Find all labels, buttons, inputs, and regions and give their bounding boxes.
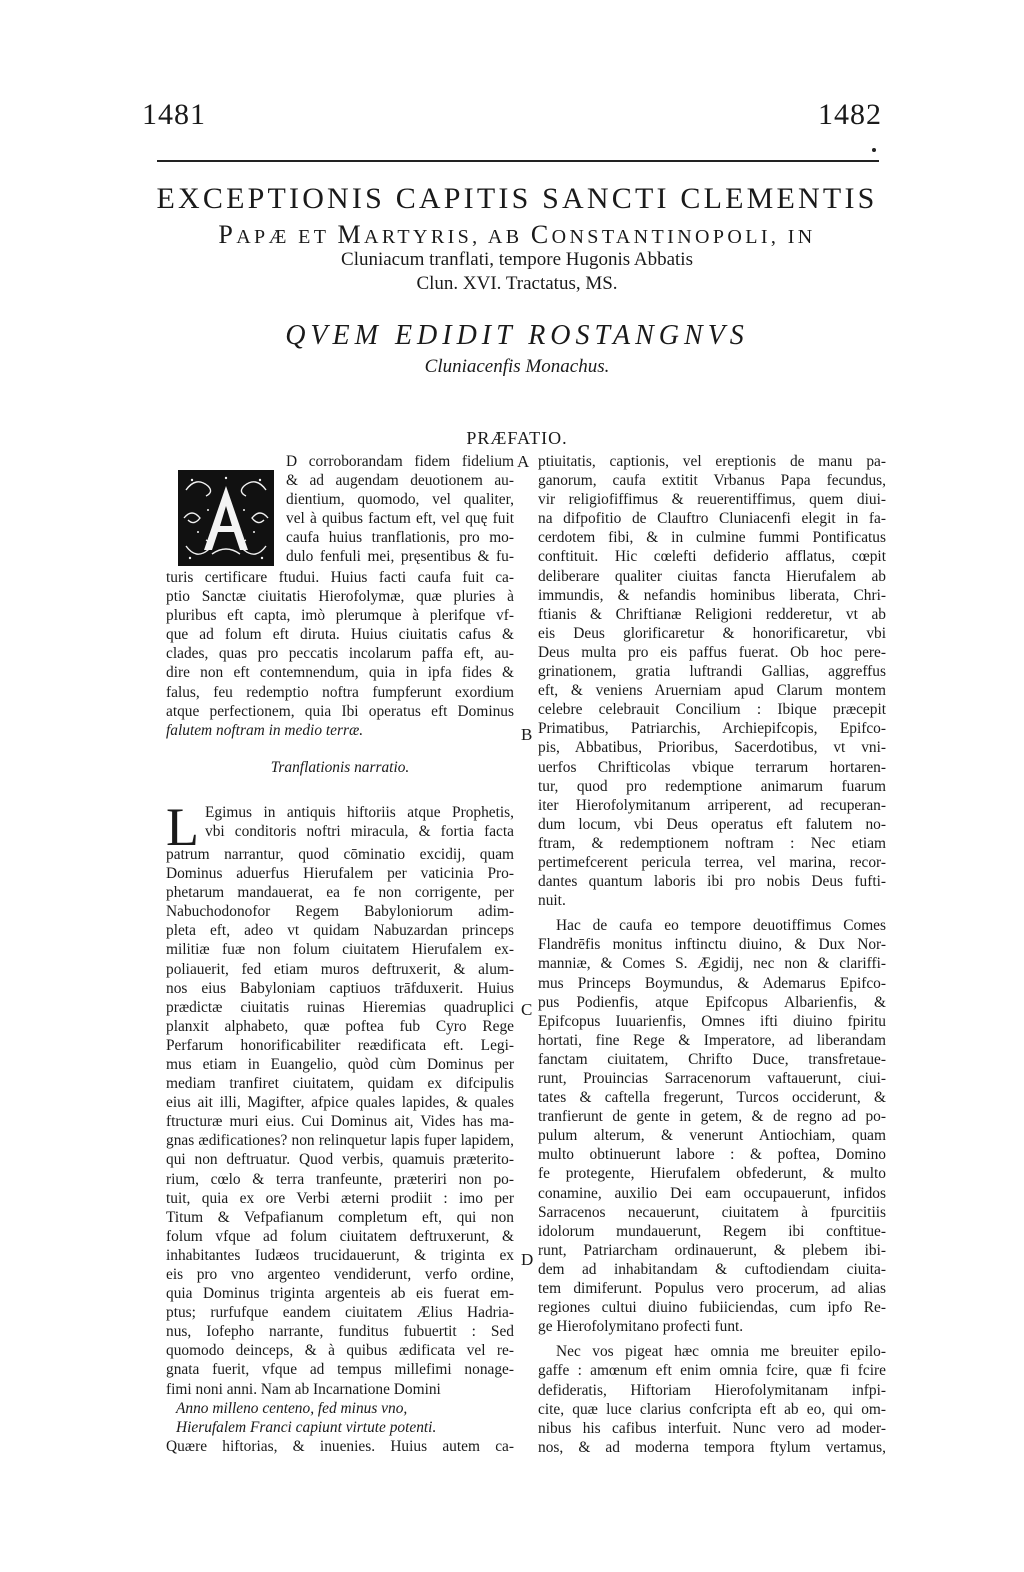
text-line: gnata fuerit, vfque ad tempus millefimi nonage-	[166, 1361, 514, 1379]
text-line: na difpofitio de Clauftro Cluniacenfi elegit in fa-	[538, 510, 886, 528]
text-line: mediam tranfiret ciuitatem, quidam ex difcipulis	[166, 1075, 514, 1093]
text-line: poliauerit, fed etiam muros deftruxerit, & alum-	[166, 960, 514, 978]
text-line: cerdotem fibi, & in culmine fummi Pontificatus	[538, 529, 886, 547]
title-subtitle	[147, 248, 887, 296]
text-line: grinationem, gratia luftrandi Gallias, aggreffus	[538, 663, 886, 681]
text-line: pleta eft, adeo vt quidam Nabuzardan princeps	[166, 922, 514, 940]
header-rule	[157, 160, 879, 162]
text-line: nos eius Babyloniam captiuos trāfduxerit. Huius	[166, 979, 514, 997]
text-line: deliberare qualiter ciuitas fancta Hierufalem ab	[538, 567, 886, 585]
text-line: nuit.	[538, 892, 566, 910]
text-line: Sarracenos necauerunt, ciuitatem à fpurcitiis	[538, 1203, 886, 1221]
text-line: rium, cœlo & terra tranfeunte, præteriri non po-	[166, 1170, 514, 1188]
verse-line: Anno milleno centeno, fed minus vno,	[176, 1399, 408, 1417]
text-line: tur, quod pro redemptione animarum fuarum	[538, 777, 886, 795]
text-line: gaffe : amœnum eft enim omnia fcire, quæ fi fcire	[538, 1362, 886, 1380]
text-line: fimi noni anni. Nam ab Incarnatione Domini	[166, 1380, 441, 1398]
left-column	[166, 452, 514, 1456]
title-line-4: Clun. XVI. Tractatus, MS.	[416, 273, 618, 294]
text-line: defideratis, Hiftoriam Hierofolymitanam infpi-	[538, 1381, 886, 1399]
text-line: planxit alphabeto, quæ poftea fub Cyro Rege	[166, 1017, 514, 1035]
text-line: nus, Iofepho narrante, funditus fubuertit : Sed	[166, 1323, 514, 1341]
title-initial: P	[218, 220, 237, 249]
text-line: conftituit. Hic cœlefti defiderio afflatus, cœpit	[538, 548, 886, 566]
title-line-2	[147, 220, 887, 250]
text-line: dum locum, vbi Deus operatus eft falutem no-	[538, 815, 886, 833]
margin-letter-c: C	[521, 1000, 533, 1019]
title-initial: M	[337, 220, 364, 249]
text-line: mus Princeps Boymundus, & Ademarus Epifco-	[538, 974, 886, 992]
text-line: dientium, quomodo, vel qualiter,	[286, 491, 514, 509]
text-line: ftianis & Chriftianæ Religioni redderetur, vt ab	[538, 605, 886, 623]
text-line: Flandrēfis monitus inftinctu diuino, & Dux Nor-	[538, 936, 886, 954]
text-line: phetarum mandauerat, ea fe non corrigente, per	[166, 884, 514, 902]
title-word: AB	[480, 226, 531, 248]
text-line: quomodo deinceps, & à quibus ædificata vel re-	[166, 1342, 514, 1360]
text-line: patrum narrantur, quod cōminatio excidij, quam	[166, 845, 514, 863]
text-line: ptiuitatis, captionis, vel ereptionis de manu pa-	[538, 453, 886, 470]
dropcap-l: L	[166, 796, 199, 857]
text-line: nos, & ad moderna tempora ftylum vertamus,	[538, 1438, 886, 1456]
text-line: eft, & veniens Aruerniam apud Clarum montem	[538, 682, 886, 700]
text-line: tates & caftella fregerunt, Turcos occiderunt, &	[538, 1089, 886, 1107]
text-line: D corroborandam fidem fidelium	[286, 453, 514, 470]
text-line: runt, Prouincias Sarracenorum vaftauerunt, ciui-	[538, 1070, 886, 1087]
text-line: que ad folum eft diruta. Huius ciuitatis cafus &	[166, 626, 514, 644]
text-line: mus etiam in Euangelio, quòd cùm Dominus per	[166, 1055, 514, 1073]
text-line: regiones cultui diuino fubiiciendas, cum ipfo Re-	[538, 1299, 886, 1317]
text-line: pulum alterum, & venerunt Antiochiam, quam	[538, 1127, 886, 1145]
text-line: & ad augendam deuotionem au-	[286, 472, 514, 490]
text-line: militiæ fuæ non folum ciuitatem Hierufalem ex-	[166, 941, 514, 959]
text-line: pis, Abbatibus, Prioribus, Sacerdotibus, vt vni-	[538, 739, 886, 757]
editor-line: QVEM EDIDIT ROSTANGNVS	[285, 320, 749, 351]
title-word: ET	[289, 226, 338, 248]
text-line: runt, Patriarcham ordinauerunt, & plebem ibi-	[538, 1241, 886, 1259]
text-line: Deus multa pro eis paffus fuerat. Ob hoc pere-	[538, 643, 886, 661]
text-line: dantes quantum laboris ibi pro nobis Deus fufti-	[538, 873, 886, 891]
text-line: manniæ, & Comes S. Ægidij, nec non & clariffi-	[538, 955, 886, 973]
subheading: Tranflationis narratio.	[270, 758, 410, 776]
title-line-1: EXCEPTIONIS CAPITIS SANCTI CLEMENTIS	[156, 182, 878, 215]
text-line: quia Dominus triginta argenteis ab eis fuerat em-	[166, 1285, 514, 1303]
page-number-right: 1482	[818, 98, 882, 131]
text-line: Dominus aduerfus Hierufalem per vaticinia Pro-	[166, 865, 514, 883]
text-line: tranfierunt de gente in getem, & de regno ad po-	[538, 1108, 886, 1126]
title-initial: C	[530, 220, 552, 249]
editor-subline: Cluniacenfis Monachus.	[424, 356, 610, 377]
text-line: gnas ædificationes? non relinquetur lapis fuper lapidem,	[166, 1132, 514, 1150]
text-line: ptus; rurfufque eandem ciuitatem Ælius Hadria-	[166, 1304, 514, 1322]
text-line: Hac de caufa eo tempore deuotiffimus Comes	[556, 917, 886, 935]
text-line: prædictæ ciuitatis ruinas Hieremias quadruplici	[166, 998, 514, 1016]
text-line: Titum & Vefpafianum completum eft, qui non	[166, 1208, 514, 1226]
text-line: immundis, & nefandis hominibus liberata, Chri-	[538, 586, 886, 604]
text-line: pertimefcerent pericula terrea, vel marina, recor-	[538, 853, 886, 871]
text-line: dulo fenfuli mei, pręsentibus & fu-	[286, 548, 514, 566]
text-line: eis pro vno argenteo vendiderunt, verfo ordine,	[166, 1266, 514, 1283]
margin-letter-d: D	[521, 1250, 534, 1269]
text-line: iter Hierofolymitanum arriperent, ad recuperan-	[538, 796, 886, 814]
text-line: clades, quas pro peccatis incolarum paffa eft, au-	[166, 645, 514, 663]
margin-letter-a: A	[517, 452, 530, 471]
text-line: pluribus eft capta, imò plerumque à plerifque vf-	[166, 607, 514, 625]
text-line: eis Deus glorificaretur & honorificaretur, vbi	[538, 624, 886, 642]
text-line: dire non eft contemnendum, quia in ipfa fides &	[166, 664, 514, 682]
text-line: Nabuchodonofor Regem Babyloniorum adim-	[166, 903, 514, 921]
verse-line: Hierufalem Franci capiunt virtute potenti.	[176, 1418, 437, 1436]
title-line-3: Cluniacum tranflati, tempore Hugonis Abbatis	[341, 249, 693, 270]
text-line: ptio Sanctæ ciuitatis Hierofolymæ, quæ pluries à	[166, 588, 514, 606]
text-line: Egimus in antiquis hiftoriis atque Prophetis,	[205, 803, 514, 821]
text-line: inhabitantes Iudæos trucidauerunt, & triginta ex	[166, 1246, 514, 1264]
text-line: pus Podienfis, atque Epifcopus Albarienfis, &	[538, 993, 886, 1011]
text-line: idolorum mundauerunt, Regem ibi conftitue-	[538, 1222, 886, 1240]
title-word: APÆ	[236, 226, 290, 248]
text-line: multo obtinuerunt labore : & poftea, Domino	[538, 1146, 886, 1164]
text-line: celebre celebrauit Concilium : Ibique præcepit	[538, 701, 886, 719]
text-line: Quære hiftorias, & inuenies. Huius autem ca-	[166, 1437, 514, 1455]
text-line: atque perfectionem, quia Ibi operatus eft Dominus	[166, 702, 514, 720]
text-line: cite, quæ luce clarius confcripta eft ab eo, qui om-	[538, 1400, 886, 1418]
text-line: eius ait illi, Magifter, afpice quales lapides, & quales	[166, 1094, 514, 1112]
text-line: ftram, & redemptionem noftram : Nec etiam	[538, 834, 886, 852]
text-line: vir religiofiffimus & reuerentiffimus, quem diui-	[538, 491, 886, 509]
text-line: hortati, fine Rege & Imperatore, ad liberandam	[538, 1031, 886, 1049]
text-line: uerfos Chrifticolas vbique terrarum hortaren-	[538, 758, 886, 776]
text-line: vbi conditoris noftri miracula, & fortia facta	[205, 823, 514, 841]
text-line: falus, feu redemptio noftra fumpferunt exordium	[166, 683, 514, 701]
text-line: tuit, quia ex ore Verbi æterni prodiit : imo per	[166, 1189, 514, 1207]
text-line: turis certificare ftudui. Huius facti caufa fuit ca-	[166, 569, 514, 586]
text-line: fe protegente, Hierufalem obfederunt, & multo	[538, 1165, 886, 1183]
text-line: Nec vos pigeat hæc omnia me breuiter epilo-	[556, 1343, 886, 1361]
title-word: IN	[779, 226, 816, 248]
text-line: falutem noftram in medio terræ.	[166, 721, 364, 739]
text-line: ganorum, caufa extitit Vrbanus Papa fecundus,	[538, 472, 886, 490]
text-line: nibus his cafibus interfuit. Nunc vero ad moder-	[538, 1419, 886, 1437]
text-line: qui non deftruatur. Quod verbis, quamuis præterito-	[166, 1151, 514, 1169]
text-line: Perfarum honorificabiliter reædificata eft. Legi-	[166, 1036, 514, 1054]
text-line: caufa huius tranflationis, pro mo-	[286, 529, 514, 547]
margin-letter-b: B	[521, 725, 533, 744]
text-line: vel à quibus factum eft, vel quę fuit	[286, 510, 514, 528]
ornament-dot	[872, 148, 876, 152]
text-line: tem dimiferunt. Populus vero procerum, ad alias	[538, 1280, 886, 1298]
text-line: Primatibus, Patriarchis, Archiepifcopis, Epifco-	[538, 720, 886, 738]
right-column	[538, 452, 886, 1457]
woodcut-initial-a-icon	[178, 470, 274, 566]
text-line: dem ad inhabitandam & cuftodiendam ciuita-	[538, 1260, 886, 1278]
text-line: ftructuræ muri eius. Cui Dominus ait, Vides has ma-	[166, 1113, 514, 1131]
text-line: conamine, auxilio Dei eam occupauerunt, infidos	[538, 1184, 886, 1202]
title-word: ONSTANTINOPOLI,	[551, 226, 780, 248]
title-word: ARTYRIS,	[364, 226, 481, 248]
text-line: fanctam ciuitatem, Chrifto Duce, transfretaue-	[538, 1050, 886, 1068]
text-line: folum vfque ad folum ciuitatem deftruxerunt, &	[166, 1227, 514, 1245]
text-line: Epifcopus Iuuarienfis, Omnes ifti diuino fpiritu	[538, 1012, 886, 1030]
page-number-left: 1481	[142, 98, 206, 131]
text-line: ge Hierofolymitano profecti funt.	[538, 1318, 744, 1336]
section-heading: PRÆFATIO.	[466, 428, 568, 448]
